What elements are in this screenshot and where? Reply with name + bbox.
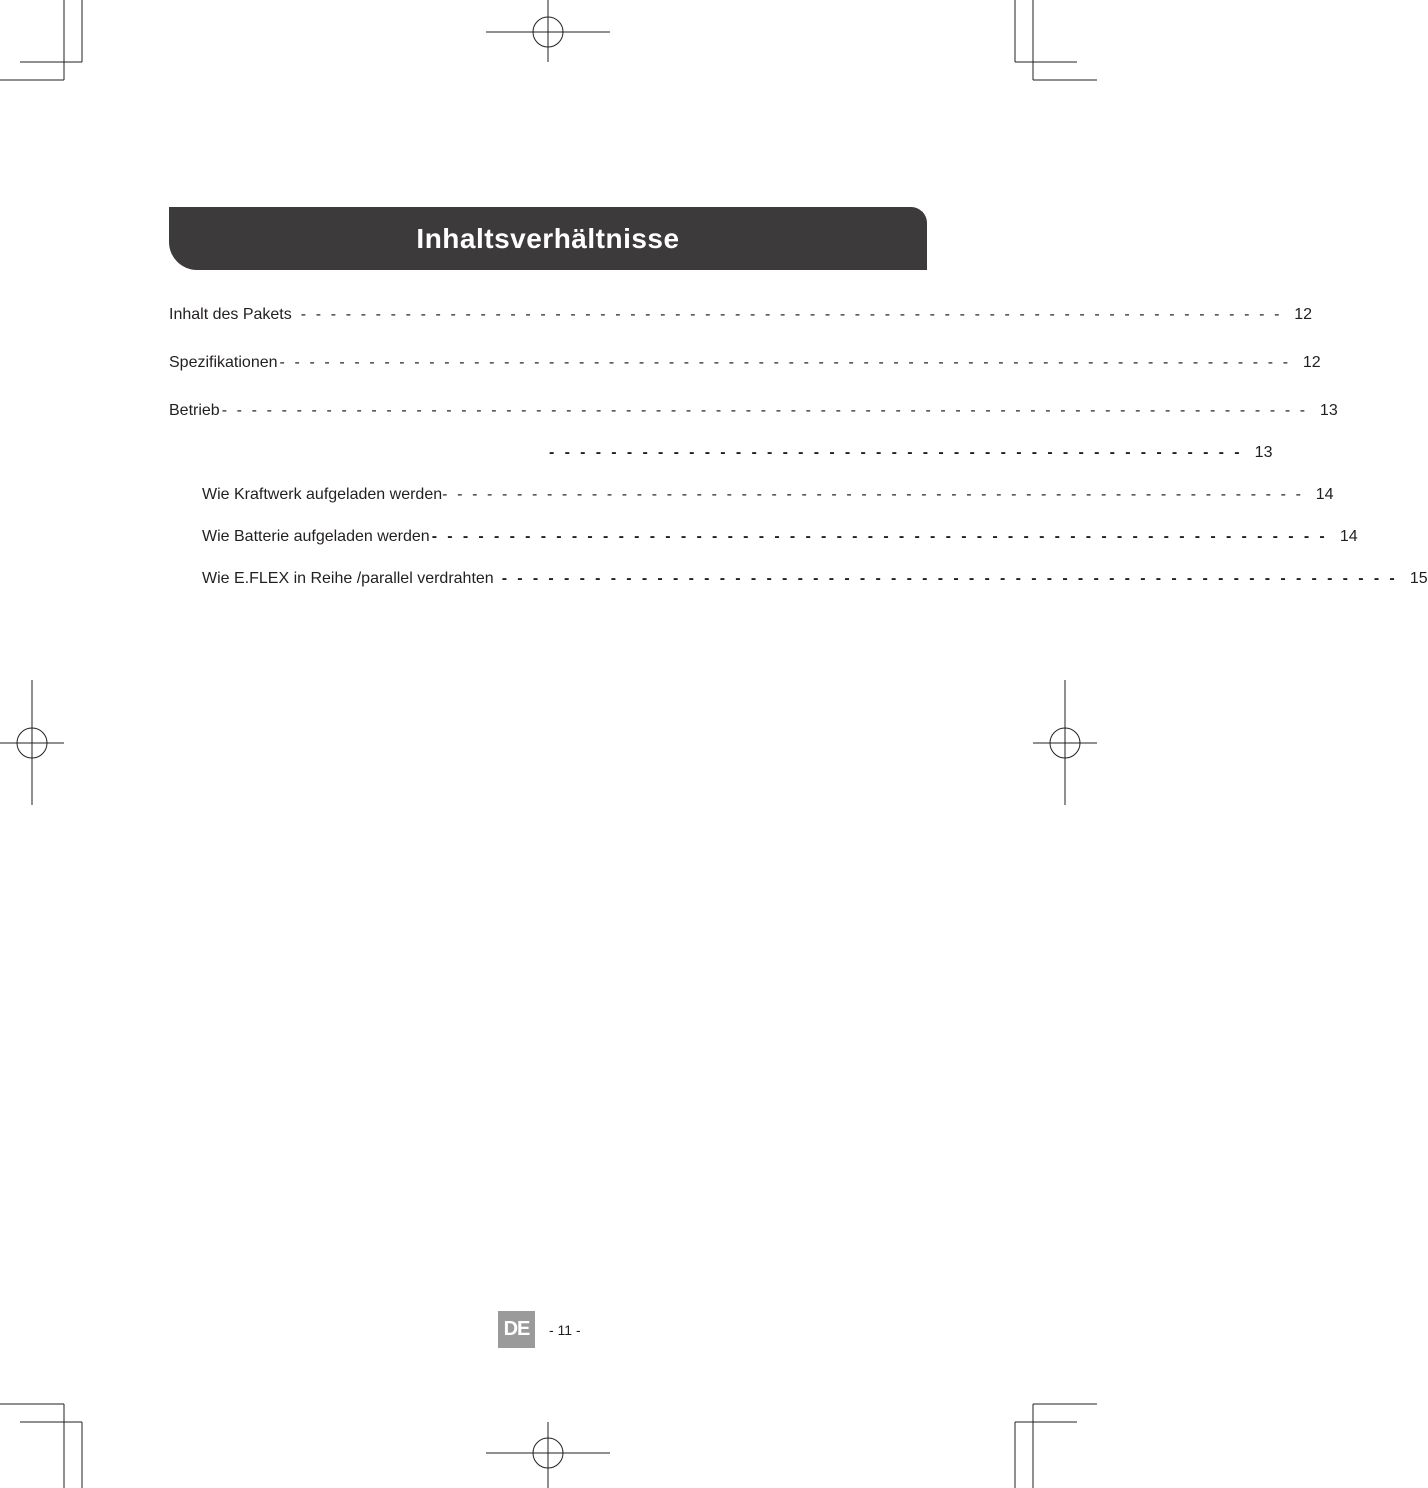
registration-mark-bottom (486, 1422, 610, 1488)
toc-entry-page: 14 (1315, 486, 1334, 503)
toc-entry-unlabeled[interactable] (202, 444, 1273, 468)
toc-leader-dots: - - - - - - - - - - - - - - - - - - - - - - - - - - - - - - - - - - - - - - - - - - - - - - - - - - - - - - - - - - (501, 570, 1398, 587)
toc-entry-label: Spezifikationen (169, 354, 278, 371)
toc-leader-dots: - - - - - - - - - - - - - - - - - - - - - - - - - - - - - - - - - - - - - - - - - - - - - - - - - - - - - - - - - - - - - - - - - - (293, 306, 1282, 323)
toc-entry-eflex-verdrahten[interactable] (202, 570, 1428, 594)
page-title: Inhaltsverhältnisse (416, 222, 680, 254)
toc-leader-dots: - - - - - - - - - - - - - - - - - - - - - - - - - - - - - - - - - - - - - - - - - - - - - - - - - - - - - - - - - - (431, 528, 1328, 545)
registration-mark-right (1033, 680, 1097, 805)
toc-leader-dots: - - - - - - - - - - - - - - - - - - - - - - - - - - - - - - - - - - - - - - - - - - - - - - - - - - - - - - - - - - (442, 486, 1304, 503)
toc-entry-kraftwerk-aufladen[interactable] (202, 486, 1334, 510)
language-badge: DE (498, 1311, 535, 1348)
toc-entry-page: 13 (1319, 402, 1338, 419)
toc-entry-spezifikationen[interactable] (169, 354, 1321, 378)
toc-leader-dots: - - - - - - - - - - - - - - - - - - - - - - - - - - - - - - - - - - - - - - - - - - - - - (549, 444, 1243, 461)
registration-mark-left (0, 680, 64, 805)
registration-mark-top (486, 0, 610, 62)
toc-entry-label: Wie E.FLEX in Reihe /parallel verdrahten (202, 570, 494, 587)
toc-leader-dots: - - - - - - - - - - - - - - - - - - - - - - - - - - - - - - - - - - - - - - - - - - - - - - - - - - - - - - - - - - - - - - - - - - - - (279, 354, 1291, 371)
toc-entry-page: 12 (1302, 354, 1321, 371)
toc-entry-page: 13 (1254, 444, 1273, 461)
toc-entry-page: 15 (1409, 570, 1428, 587)
toc-entry-label: Inhalt des Pakets (169, 306, 292, 323)
toc-entry-betrieb[interactable] (169, 402, 1338, 426)
toc-entry-label: Wie Kraftwerk aufgeladen werden (202, 486, 443, 503)
toc-title-bar (169, 207, 927, 270)
toc-entry-label: Betrieb (169, 402, 220, 419)
toc-entry-page: 14 (1339, 528, 1358, 545)
toc-entry-batterie-aufladen[interactable] (202, 528, 1358, 552)
toc-entry-inhalt-des-pakets[interactable] (169, 306, 1312, 330)
toc-leader-dots: - - - - - - - - - - - - - - - - - - - - - - - - - - - - - - - - - - - - - - - - - - - - - - - - - - - - - - - - - - - - - - - - - - - - - - - - - (221, 402, 1308, 419)
page-number: - 11 - (549, 1322, 581, 1338)
toc-entry-label: Wie Batterie aufgeladen werden (202, 528, 430, 545)
toc-entry-page: 12 (1294, 306, 1312, 323)
